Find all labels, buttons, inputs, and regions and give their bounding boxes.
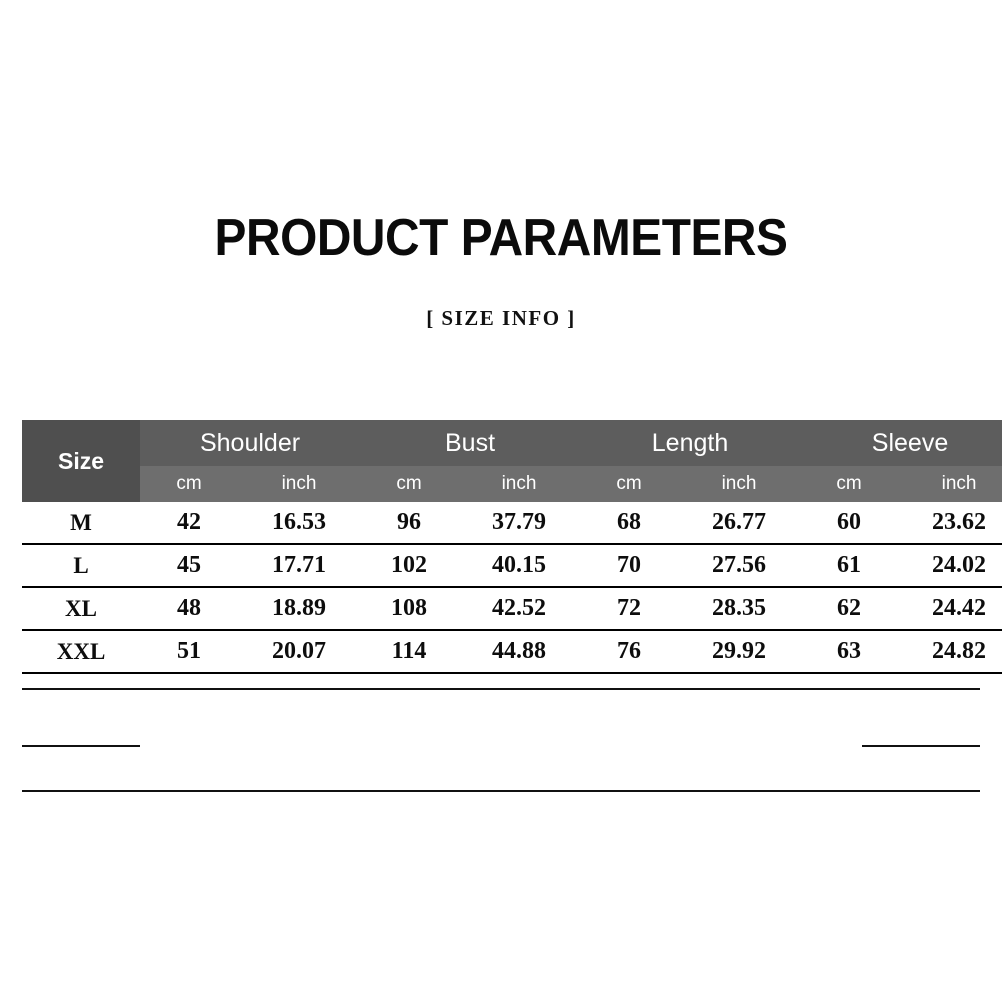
cell-length-inch: 28.35 [678, 587, 800, 630]
header-unit-sleeve-inch: inch [898, 466, 1002, 502]
header-group-length: Length [580, 420, 800, 466]
header-group-bust: Bust [360, 420, 580, 466]
cell-bust-cm: 114 [360, 630, 458, 673]
cell-length-cm: 72 [580, 587, 678, 630]
page-subtitle: [ SIZE INFO ] [426, 306, 576, 330]
cell-shoulder-cm: 51 [140, 630, 238, 673]
table-row [22, 587, 1002, 630]
cell-shoulder-cm: 45 [140, 544, 238, 587]
cell-length-inch: 27.56 [678, 544, 800, 587]
header-unit-sleeve-cm: cm [800, 466, 898, 502]
table-row [22, 502, 1002, 544]
cell-size: M [22, 502, 140, 544]
cell-shoulder-inch: 18.89 [238, 587, 360, 630]
cell-length-cm: 68 [580, 502, 678, 544]
cell-bust-inch: 44.88 [458, 630, 580, 673]
cell-length-inch: 26.77 [678, 502, 800, 544]
header-size: Size [22, 420, 140, 502]
cell-shoulder-inch: 17.71 [238, 544, 360, 587]
cell-shoulder-cm: 48 [140, 587, 238, 630]
divider-line-short-left [22, 745, 140, 747]
cell-shoulder-cm: 42 [140, 502, 238, 544]
table-row [22, 630, 1002, 673]
header-unit-shoulder-cm: cm [140, 466, 238, 502]
cell-sleeve-cm: 63 [800, 630, 898, 673]
cell-length-inch: 29.92 [678, 630, 800, 673]
cell-sleeve-inch: 24.82 [898, 630, 1002, 673]
cell-bust-cm: 102 [360, 544, 458, 587]
table-header-groups [22, 420, 1002, 466]
cell-bust-inch: 40.15 [458, 544, 580, 587]
cell-size: XL [22, 587, 140, 630]
size-table-container [22, 420, 987, 674]
cell-bust-cm: 108 [360, 587, 458, 630]
cell-sleeve-cm: 62 [800, 587, 898, 630]
header-unit-shoulder-inch: inch [238, 466, 360, 502]
header-group-sleeve: Sleeve [800, 420, 1002, 466]
cell-sleeve-cm: 61 [800, 544, 898, 587]
cell-bust-inch: 42.52 [458, 587, 580, 630]
cell-bust-cm: 96 [360, 502, 458, 544]
header-unit-bust-inch: inch [458, 466, 580, 502]
header-unit-bust-cm: cm [360, 466, 458, 502]
cell-length-cm: 70 [580, 544, 678, 587]
cell-length-cm: 76 [580, 630, 678, 673]
cell-sleeve-inch: 23.62 [898, 502, 1002, 544]
cell-sleeve-inch: 24.02 [898, 544, 1002, 587]
header-group-shoulder: Shoulder [140, 420, 360, 466]
page-title: PRODUCT PARAMETERS [214, 209, 788, 267]
header-unit-length-cm: cm [580, 466, 678, 502]
cell-sleeve-inch: 24.42 [898, 587, 1002, 630]
cell-size: XXL [22, 630, 140, 673]
cell-shoulder-inch: 16.53 [238, 502, 360, 544]
cell-size: L [22, 544, 140, 587]
cell-shoulder-inch: 20.07 [238, 630, 360, 673]
cell-sleeve-cm: 60 [800, 502, 898, 544]
size-info-table [22, 420, 1002, 674]
cell-bust-inch: 37.79 [458, 502, 580, 544]
divider-line-short-right [862, 745, 980, 747]
divider-line-full-upper [22, 688, 980, 690]
table-header-units [22, 466, 1002, 502]
table-row [22, 544, 1002, 587]
divider-line-full-lower [22, 790, 980, 792]
header-unit-length-inch: inch [678, 466, 800, 502]
